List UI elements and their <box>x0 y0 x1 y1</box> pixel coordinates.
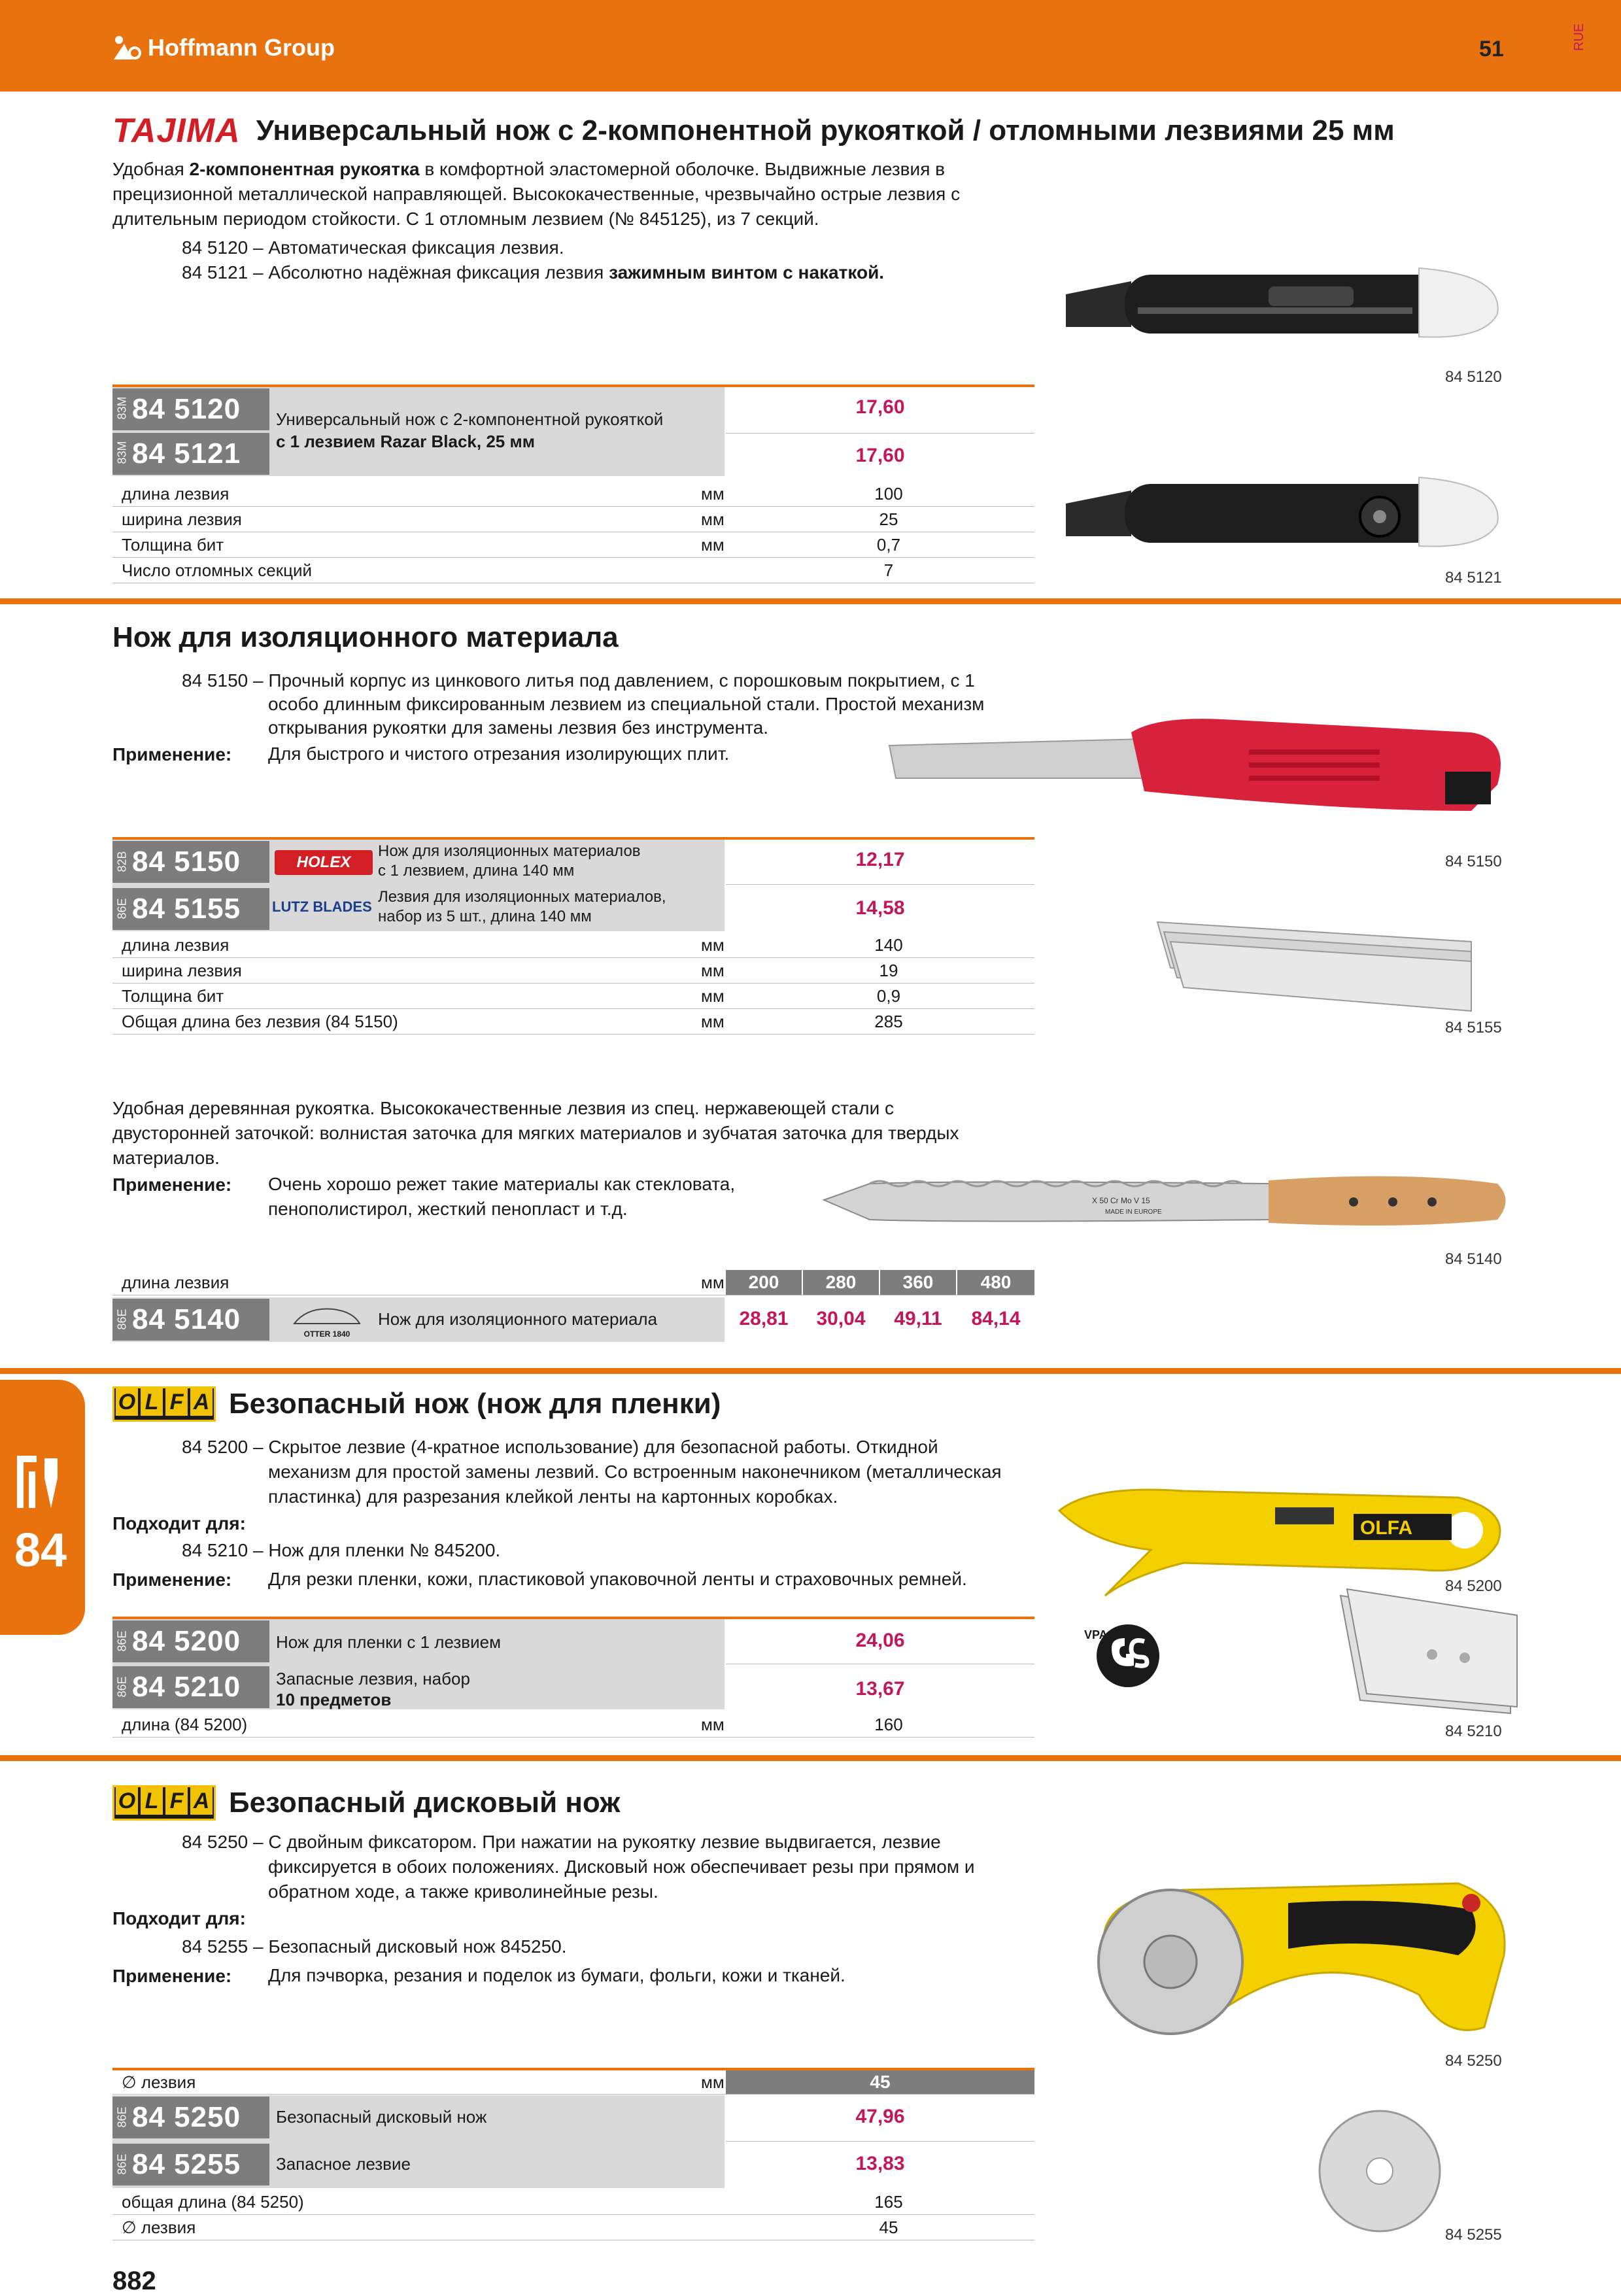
s4-art2-desc-2: 10 предметов <box>276 1690 392 1709</box>
s5-fits-text: 84 5255 – Безопасный дисковый нож 845250. <box>182 1936 567 1957</box>
olfa-letter: L <box>141 1787 163 1815</box>
lutz-logo: LUTZ BLADES <box>272 899 372 915</box>
olfa-letter: O <box>116 1787 138 1815</box>
s3-app-label: Применение: <box>112 1174 232 1195</box>
otter-logo-text: OTTER 1840 <box>303 1329 350 1339</box>
spec-unit: мм <box>701 985 725 1006</box>
s2-art2-desc-2: набор из 5 шт., длина 140 мм <box>378 908 592 925</box>
spec-value: 25 <box>879 509 898 529</box>
language-code: RUE <box>1572 23 1586 51</box>
s1-caption-2: 84 5121 <box>1445 569 1502 587</box>
spec-value: 45 <box>879 2217 898 2237</box>
spare-blades-845210-image <box>1334 1583 1530 1720</box>
s2-spec-table <box>112 933 1034 1035</box>
chapter-number: 84 <box>14 1524 67 1577</box>
hoffmann-logo-icon <box>112 35 141 61</box>
section-separator <box>0 1755 1621 1761</box>
spec-name: ∅ лезвия <box>122 2217 196 2237</box>
s4-article-845200[interactable] <box>112 1620 269 1662</box>
spec-name: ∅ лезвия <box>122 2072 196 2092</box>
s5-desc-3: обратном ходе, а также криволинейные резы. <box>268 1881 658 1902</box>
spec-value: 0,9 <box>876 985 901 1006</box>
s1-variant-2-bold: зажимным винтом с накаткой. <box>609 262 885 283</box>
s5-app-text: Для пэчворка, резания и поделок из бумаги, фольги, кожи и тканей. <box>268 1965 845 1985</box>
s1-article-845121[interactable] <box>112 433 269 475</box>
s5-title: Безопасный дисковый нож <box>229 1787 621 1819</box>
spec-unit: мм <box>701 1272 725 1292</box>
article-number: 84 5120 <box>132 393 241 425</box>
olfa-letter: O <box>116 1388 138 1416</box>
spare-disc-845255-image <box>1314 2106 1445 2236</box>
otter-logo <box>288 1304 366 1337</box>
olfa-letter: F <box>165 1787 188 1815</box>
spec-unit: мм <box>701 509 725 529</box>
s4-art1-desc: Нож для пленки с 1 лезвием <box>276 1632 501 1652</box>
s2-price-845155: 14,58 <box>855 897 905 919</box>
knife-845120-image <box>1053 242 1510 360</box>
s1-price-845121: 17,60 <box>855 445 905 466</box>
s4-fits-text: 84 5210 – Нож для пленки № 845200. <box>182 1540 501 1560</box>
spec-row <box>112 532 1034 558</box>
s1-title-row <box>112 111 1395 150</box>
size-360: 360 <box>880 1270 956 1295</box>
s4-desc-1: 84 5200 – Скрытое лезвие (4-кратное использование) для безопасной работы. Откидной <box>182 1437 938 1457</box>
spec-value: 19 <box>879 960 898 980</box>
blade-print-2: MADE IN EUROPE <box>1105 1208 1162 1216</box>
s1-article-845120[interactable] <box>112 388 269 430</box>
s5-art1-desc: Безопасный дисковый нож <box>276 2107 487 2127</box>
spec-row <box>112 933 1034 958</box>
spec-name: длина лезвия <box>122 1272 230 1292</box>
s5-spec-table <box>112 2189 1034 2240</box>
holex-logo: HOLEX <box>275 850 373 875</box>
s4-title-row <box>112 1386 721 1422</box>
s1-price-845120: 17,60 <box>855 396 905 418</box>
section-separator <box>0 1368 1621 1374</box>
divider <box>726 433 1034 434</box>
article-number: 84 5255 <box>132 2148 241 2180</box>
s2-caption-2: 84 5155 <box>1445 1019 1502 1037</box>
spec-name: ширина лезвия <box>122 960 242 980</box>
s2-desc-1: 84 5150 – Прочный корпус из цинкового литья под давлением, с порошковым покрытием, с 1 <box>182 670 975 691</box>
price-480: 84,14 <box>971 1308 1021 1329</box>
s2-article-845155[interactable] <box>112 888 269 930</box>
s5-fits-label: Подходит для: <box>112 1908 246 1928</box>
s2-art1-desc-1: Нож для изоляционных материалов <box>378 842 641 860</box>
chapter-tab[interactable] <box>0 1380 85 1635</box>
spec-row <box>112 958 1034 984</box>
s1-desc-bold: 2-компонентная рукоятка <box>189 159 420 179</box>
s3-app-2: пенополистирол, жесткий пенопласт и т.д. <box>268 1199 628 1219</box>
s4-price-845200: 24,06 <box>855 1630 905 1651</box>
gs-mark-icon <box>1072 1615 1170 1694</box>
article-prefix: 86E <box>115 897 129 919</box>
blade-print: X 50 Cr Mo V 15 <box>1092 1196 1150 1205</box>
article-number: 84 5150 <box>132 846 241 878</box>
s5-title-row <box>112 1785 620 1821</box>
insulation-blades-845155-image <box>1144 916 1484 1014</box>
s1-variant-2-text: 84 5121 – Абсолютно надёжная фиксация лезвия <box>182 262 609 283</box>
s4-price-845210: 13,67 <box>855 1678 905 1700</box>
s3-desc-3: материалов. <box>112 1148 220 1168</box>
divider <box>726 884 1034 885</box>
spec-value: 160 <box>874 1714 903 1734</box>
s4-caption-2: 84 5210 <box>1445 1722 1502 1740</box>
spec-unit: мм <box>701 483 725 504</box>
size-480: 480 <box>957 1270 1034 1295</box>
spec-value: 140 <box>874 934 903 955</box>
s2-art2-desc-1: Лезвия для изоляционных материалов, <box>378 888 666 906</box>
size-200: 200 <box>726 1270 802 1295</box>
s2-title: Нож для изоляционного материала <box>112 621 619 653</box>
article-number: 84 5155 <box>132 893 241 925</box>
article-prefix: 86E <box>115 2153 129 2174</box>
spec-unit: мм <box>701 1011 725 1031</box>
spec-row <box>112 2189 1034 2215</box>
price-360: 49,11 <box>894 1308 942 1329</box>
spec-value: 0,7 <box>876 534 901 555</box>
spec-row <box>112 507 1034 532</box>
s1-article-desc-1: Универсальный нож с 2-компонентной рукояткой <box>276 409 664 429</box>
s3-desc-2: двусторонней заточкой: волнистая заточка для мягких материалов и зубчатая заточка для твердых <box>112 1123 959 1143</box>
s1-desc-pre: Удобная <box>112 159 190 179</box>
hoffmann-logo[interactable] <box>112 34 335 61</box>
spec-unit: мм <box>701 1714 725 1734</box>
s5-desc-2: фиксируется в обоих положениях. Дисковый нож обеспечивает резы при прямом и <box>268 1857 975 1877</box>
spec-name: Толщина бит <box>122 985 224 1006</box>
insulation-knife-845150-image <box>883 713 1524 824</box>
olfa-logo <box>112 1386 216 1422</box>
s1-description <box>112 157 1028 231</box>
s2-app-text: Для быстрого и чистого отрезания изолирующих плит. <box>268 744 730 764</box>
spec-unit: мм <box>701 2072 725 2092</box>
spec-unit: мм <box>701 960 725 980</box>
s3-caption: 84 5140 <box>1445 1250 1502 1268</box>
s5-caption-2: 84 5255 <box>1445 2226 1502 2244</box>
s5-price-845250: 47,96 <box>855 2106 905 2127</box>
s4-caption-1: 84 5200 <box>1445 1577 1502 1595</box>
s4-app-label: Применение: <box>112 1569 232 1590</box>
s4-desc-3: пластинка) для разрезания клейкой ленты на картонных коробках. <box>268 1486 838 1507</box>
spec-row <box>112 1009 1034 1035</box>
s5-caption-1: 84 5250 <box>1445 2052 1502 2070</box>
olfa-letter: F <box>165 1388 188 1416</box>
s5-article-845250[interactable] <box>112 2097 269 2138</box>
article-number: 84 5121 <box>132 437 241 470</box>
olfa-letter: A <box>190 1388 213 1416</box>
s5-desc-1: 84 5250 – С двойным фиксатором. При нажатии на рукоятку лезвие выдвигается, лезвие <box>182 1832 941 1852</box>
s3-article-845140[interactable] <box>112 1299 269 1341</box>
otter-icon <box>288 1304 366 1326</box>
s1-caption-1: 84 5120 <box>1445 368 1502 386</box>
s4-spec-row <box>112 1712 1034 1738</box>
spec-name: длина лезвия <box>122 934 230 955</box>
olfa-letter: A <box>190 1787 213 1815</box>
s2-price-845150: 12,17 <box>855 849 905 870</box>
spec-name: общая длина (84 5250) <box>122 2191 304 2212</box>
olfa-logo <box>112 1785 216 1821</box>
s5-diameter-header: 45 <box>726 2070 1034 2094</box>
insulation-knife-845140-image <box>817 1164 1517 1236</box>
s2-app-label: Применение: <box>112 744 232 764</box>
s2-art1-desc-2: с 1 лезвием, длина 140 мм <box>378 862 575 880</box>
article-prefix: 86E <box>115 2106 129 2127</box>
rotary-cutter-845250-image <box>1053 1864 1524 2047</box>
s1-spec-table <box>112 481 1034 583</box>
s3-app-1: Очень хорошо режет такие материалы как стекловата, <box>268 1174 736 1194</box>
spec-name: длина лезвия <box>122 483 230 504</box>
s4-fits-label: Подходит для: <box>112 1513 246 1534</box>
article-number: 84 5250 <box>132 2101 241 2133</box>
s1-variant-2 <box>182 260 884 285</box>
article-number: 84 5140 <box>132 1303 241 1335</box>
spec-row <box>112 984 1034 1009</box>
section-separator <box>0 598 1621 604</box>
s4-article-845210[interactable] <box>112 1666 269 1708</box>
page-number: 51 <box>1479 37 1504 61</box>
spec-unit: мм <box>701 934 725 955</box>
price-280: 30,04 <box>816 1308 866 1329</box>
article-prefix: 82B <box>115 850 129 872</box>
s2-caption-1: 84 5150 <box>1445 853 1502 870</box>
s2-article-845150[interactable] <box>112 841 269 883</box>
spec-name: ширина лезвия <box>122 509 242 529</box>
footer-page-number: 882 <box>112 2267 156 2295</box>
size-280: 280 <box>803 1270 879 1295</box>
spec-value: 7 <box>883 560 894 580</box>
spec-row <box>112 558 1034 583</box>
spec-value: 285 <box>874 1011 903 1031</box>
spec-value: 165 <box>874 2191 903 2212</box>
olfa-letter: L <box>141 1388 163 1416</box>
spec-row <box>112 481 1034 507</box>
spec-unit: мм <box>701 534 725 555</box>
spec-row <box>112 2215 1034 2240</box>
s1-title: Универсальный нож с 2-компонентной рукояткой / отломными лезвиями 25 мм <box>256 114 1395 146</box>
spec-name: Толщина бит <box>122 534 224 555</box>
svg-text:OLFA: OLFA <box>1360 1517 1412 1539</box>
s4-app-text: Для резки пленки, кожи, пластиковой упаковочной ленты и страховочных ремней. <box>268 1569 967 1589</box>
logo-text: Hoffmann Group <box>148 34 335 61</box>
s5-art2-desc: Запасное лезвие <box>276 2154 411 2174</box>
knife-845121-image <box>1053 451 1510 569</box>
price-200: 28,81 <box>739 1308 789 1329</box>
tools-icon <box>14 1452 67 1511</box>
s1-article-desc-2: с 1 лезвием Razar Black, 25 мм <box>276 432 535 451</box>
s2-desc-2: особо длинным фиксированным лезвием из специальной стали. Простой механизм <box>268 694 985 714</box>
spec-value: 100 <box>874 483 903 504</box>
s4-desc-2: механизм для простой замены лезвий. Со встроенным наконечником (металлическая <box>268 1462 1002 1482</box>
s5-article-845255[interactable] <box>112 2144 269 2185</box>
spec-name: длина (84 5200) <box>122 1714 248 1734</box>
article-prefix: 83M <box>115 396 129 419</box>
s2-desc-3: открывания рукоятки для замены лезвия без инструмента. <box>268 717 769 738</box>
article-number: 84 5210 <box>132 1671 241 1703</box>
s4-title: Безопасный нож (нож для пленки) <box>229 1388 721 1420</box>
s5-app-label: Применение: <box>112 1966 232 1986</box>
spec-name: Общая длина без лезвия (84 5150) <box>122 1011 398 1031</box>
tajima-logo: TAJIMA <box>112 112 241 150</box>
gs-mark-text: VPA <box>1084 1628 1108 1641</box>
s4-art2-desc-1: Запасные лезвия, набор <box>276 1669 470 1688</box>
s3-desc-1: Удобная деревянная рукоятка. Высококачественные лезвия из спец. нержавеющей стали с <box>112 1098 895 1118</box>
s1-variant-1: 84 5120 – Автоматическая фиксация лезвия. <box>182 237 564 258</box>
s1-desc-post: в комфортной эластомерной оболочке. Выдвижные лезвия в прецизионной металлической направляющей. Высококачественные, чрезвычайно острые лезвия с длительным периодом стойкости. С 1 отломным лезвием (№ 845125), из 7 секций. <box>112 159 961 229</box>
article-prefix: 83M <box>115 440 129 464</box>
s3-article-desc: Нож для изоляционного материала <box>378 1309 658 1329</box>
article-number: 84 5200 <box>132 1625 241 1657</box>
spec-name: Число отломных секций <box>122 560 313 580</box>
divider <box>726 2141 1034 2142</box>
s5-price-845255: 13,83 <box>855 2153 905 2174</box>
article-prefix: 86E <box>115 1308 129 1329</box>
article-prefix: 86E <box>115 1630 129 1651</box>
article-prefix: 86E <box>115 1675 129 1697</box>
